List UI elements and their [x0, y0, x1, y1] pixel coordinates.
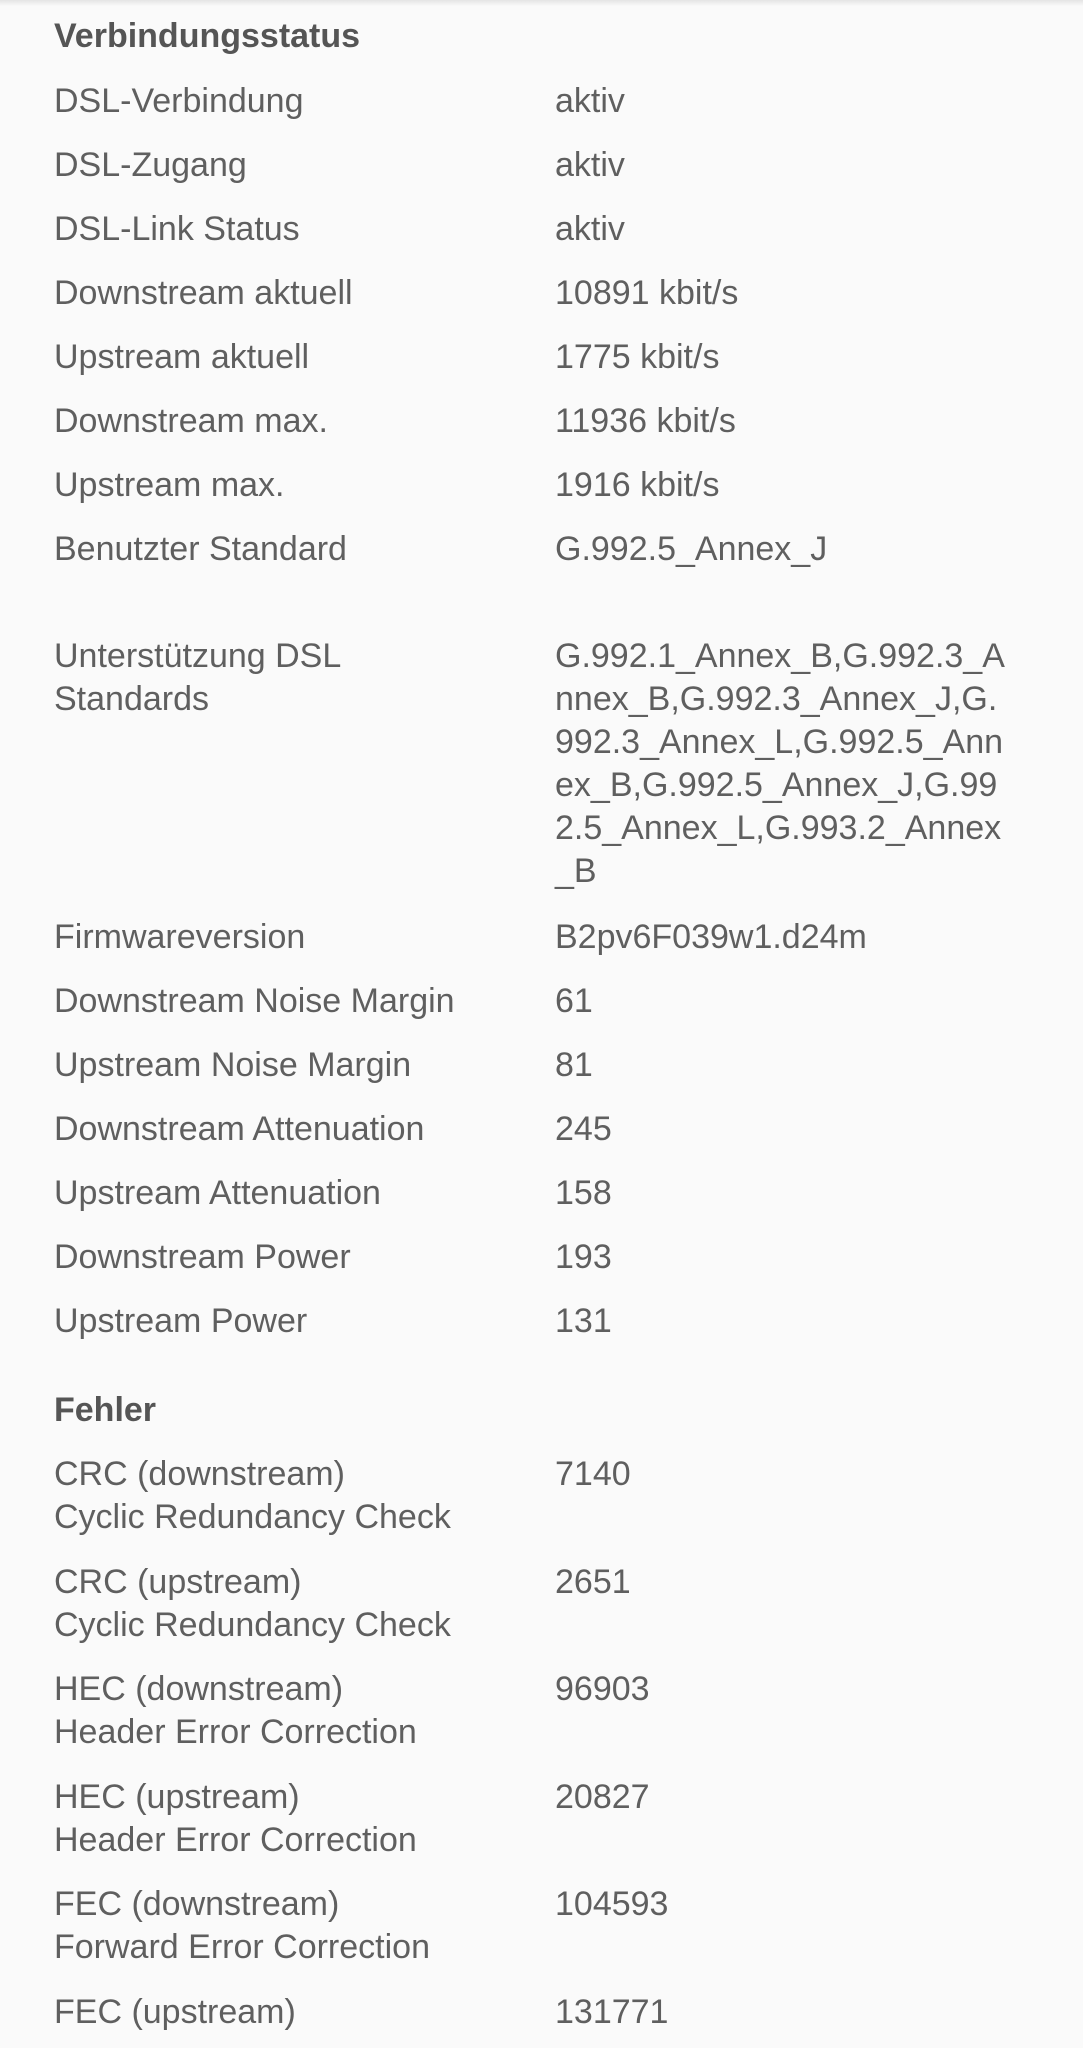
- row-value: 131771: [555, 1993, 669, 2031]
- row-label: Upstream Attenuation: [54, 1174, 381, 1212]
- row-value: 61: [555, 982, 593, 1020]
- row-label: HEC (downstream) Header Error Correction: [54, 1670, 417, 1751]
- row-label: Upstream Power: [54, 1302, 308, 1340]
- row-value: 10891 kbit/s: [555, 274, 739, 312]
- section-title-errors: Fehler: [54, 1391, 157, 1429]
- row-label: Downstream Attenuation: [54, 1110, 425, 1148]
- row-value: 2651: [555, 1563, 631, 1601]
- row-label: FEC (downstream) Forward Error Correction: [54, 1885, 430, 1966]
- row-value: aktiv: [555, 146, 625, 184]
- row-value: 1916 kbit/s: [555, 466, 720, 504]
- row-label: DSL-Verbindung: [54, 82, 304, 120]
- row-value: 7140: [555, 1455, 631, 1493]
- row-label: Upstream max.: [54, 466, 285, 504]
- row-label: Downstream aktuell: [54, 274, 353, 312]
- row-label: Upstream Noise Margin: [54, 1046, 412, 1084]
- row-value: G.992.1_Annex_B,G.992.3_A nnex_B,G.992.3_Annex_J,G. 992.3_Annex_L,G.992.5_Ann ex_B,G.992.5_Annex_J,G.99 2.5_Annex_L,G.993.2_Annex _B: [555, 637, 1005, 890]
- row-value: 11936 kbit/s: [555, 402, 736, 440]
- row-value: 158: [555, 1174, 612, 1212]
- row-value: 131: [555, 1302, 612, 1340]
- row-label: Benutzter Standard: [54, 530, 347, 568]
- row-label: Downstream max.: [54, 402, 328, 440]
- row-label: FEC (upstream): [54, 1993, 296, 2031]
- row-value: 1775 kbit/s: [555, 338, 720, 376]
- row-value: 81: [555, 1046, 593, 1084]
- row-label: DSL-Link Status: [54, 210, 300, 248]
- row-label: HEC (upstream) Header Error Correction: [54, 1778, 417, 1859]
- row-label: DSL-Zugang: [54, 146, 247, 184]
- row-value: B2pv6F039w1.d24m: [555, 918, 867, 956]
- row-value: 104593: [555, 1885, 669, 1923]
- row-label: Upstream aktuell: [54, 338, 310, 376]
- row-value: G.992.5_Annex_J: [555, 530, 828, 568]
- row-label: Unterstützung DSL Standards: [54, 637, 342, 718]
- row-label: Downstream Power: [54, 1238, 351, 1276]
- row-value: 193: [555, 1238, 612, 1276]
- row-value: 96903: [555, 1670, 650, 1708]
- row-label: CRC (downstream) Cyclic Redundancy Check: [54, 1455, 451, 1536]
- row-value: aktiv: [555, 210, 625, 248]
- row-label: Downstream Noise Margin: [54, 982, 455, 1020]
- row-value: 20827: [555, 1778, 650, 1816]
- row-value: 245: [555, 1110, 612, 1148]
- row-label: Firmwareversion: [54, 918, 306, 956]
- section-title-status: Verbindungsstatus: [54, 17, 361, 55]
- top-shadow: [0, 0, 1083, 6]
- row-value: aktiv: [555, 82, 625, 120]
- row-label: CRC (upstream) Cyclic Redundancy Check: [54, 1563, 451, 1644]
